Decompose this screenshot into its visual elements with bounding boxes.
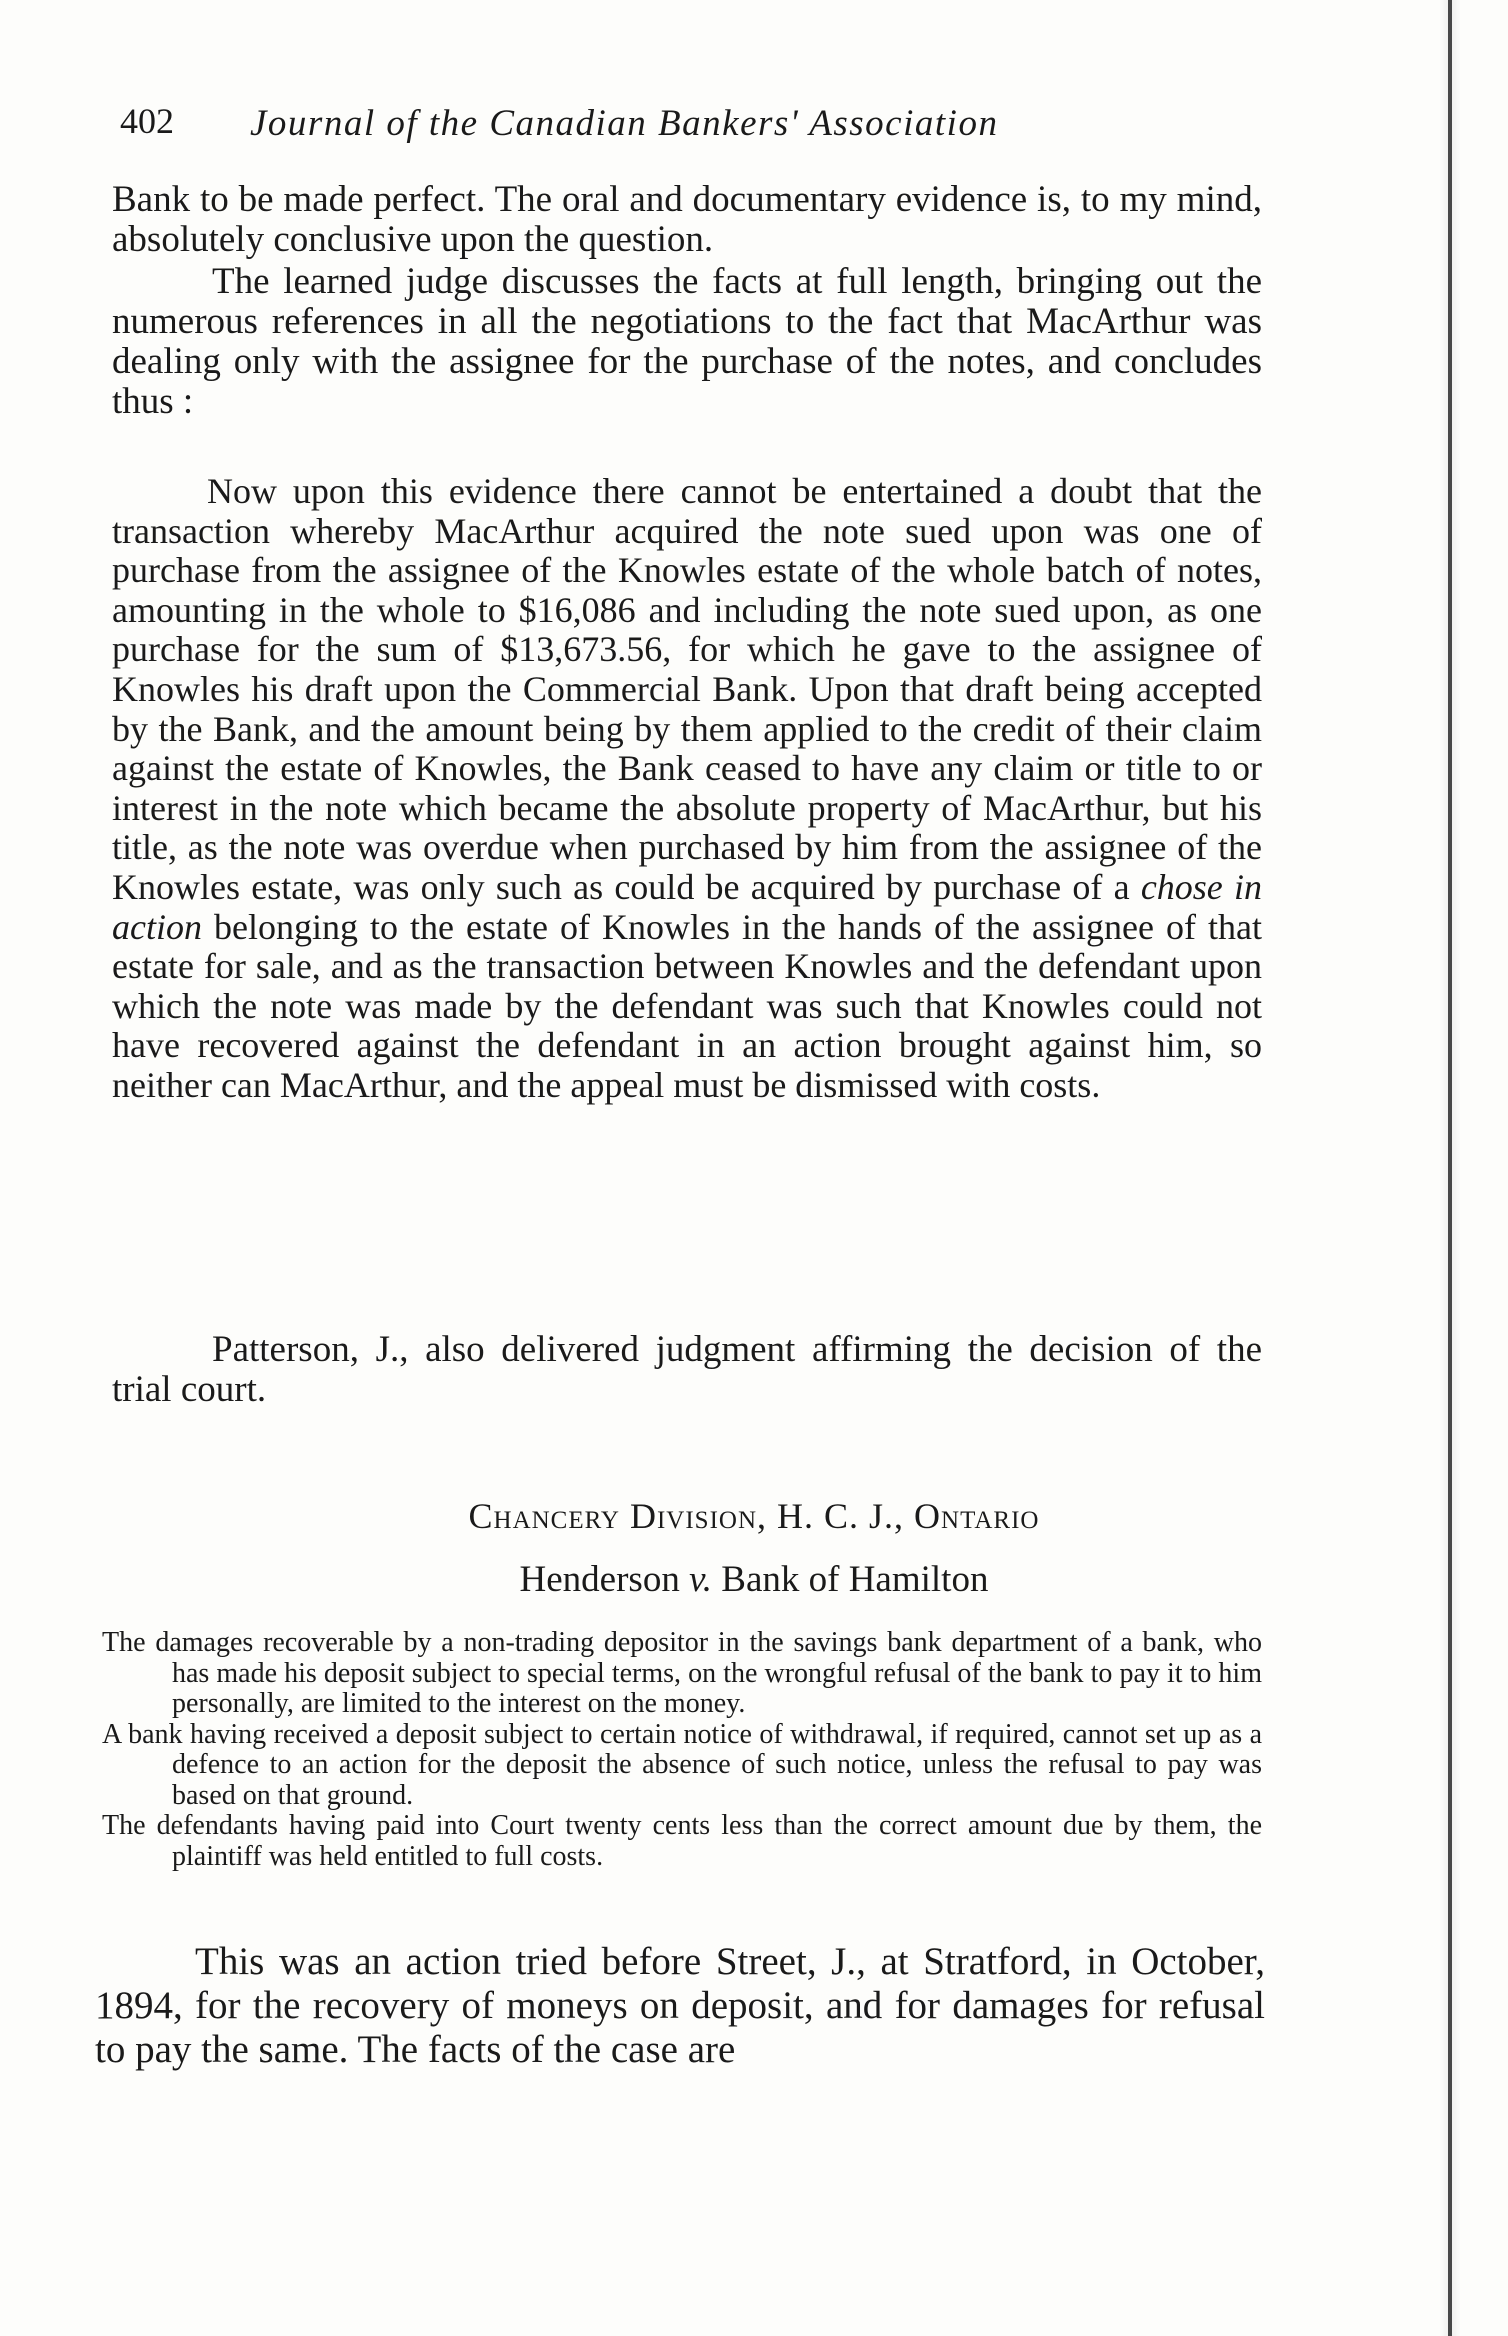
headnotes	[102, 1628, 1262, 1872]
case-name	[0, 1558, 1508, 1601]
versus: v.	[689, 1559, 713, 1600]
paragraph-3: Patterson, J., also delivered judgment affirming the decision of the trial court.	[112, 1329, 1262, 1410]
paragraph-1: Bank to be made perfect. The oral and documentary evidence is, to my mind, absolutely conclusive upon the question.	[112, 179, 1262, 260]
court-province: Ontario	[914, 1496, 1040, 1536]
journal-title: Journal of the Canadian Bankers' Association	[250, 103, 999, 144]
quote-text-start: Now upon this evidence there cannot be entertained a doubt that the transaction whereby MacArthur acquired the note sued upon was one of purchase from the assignee of the Knowles estate of the whole batch of notes, amounting in the whole to $16,086 and including the note sued upon, as one purchase for the sum of $13,673.56, for which he gave to the assignee of Knowles his draft upon the Commercial Bank. Upon that draft being accepted by the Bank, and the amount being by them applied to the credit of their claim against the estate of Knowles, the Bank ceased to have any claim or title to or interest in the note which became the absolute property of MacArthur, but his title, as the note was overdue when purchased by him from the assignee of the Knowles estate, was only such as could be acquired by purchase of a	[112, 471, 1262, 907]
headnote-2: A bank having received a deposit subject to certain notice of withdrawal, if required, cannot set up as a defence to an action for the deposit the absence of such notice, unless the refusal to pay was based on that ground.	[102, 1718, 1262, 1811]
court-heading	[0, 1495, 1508, 1537]
headnote-3: The defendants having paid into Court twenty cents less than the correct amount due by them, the plaintiff was held entitled to full costs.	[102, 1810, 1262, 1872]
paragraph-4: This was an action tried before Street, J., at Stratford, in October, 1894, for the recovery of moneys on deposit, and for damages for refusal to pay the same. The facts of the case are	[95, 1940, 1265, 2071]
binding-edge	[1448, 0, 1452, 2336]
running-head	[120, 100, 1260, 160]
court-abbrev: H. C. J.,	[777, 1496, 905, 1536]
paragraph-2: The learned judge discusses the facts at full length, bringing out the numerous references in all the negotiations to the fact that MacArthur was dealing only with the assignee for the purchase of the notes, and concludes thus :	[112, 261, 1262, 422]
quote-italic-phrase: chose in action	[112, 866, 1263, 947]
headnote-1: The damages recoverable by a non-trading depositor in the savings bank department of a bank, who has made his deposit subject to special terms, on the wrongful refusal of the bank to pay it to him personally, are limited to the interest on the money.	[102, 1627, 1262, 1719]
defendant-name: Bank of Hamilton	[721, 1559, 989, 1600]
plaintiff-name: Henderson	[519, 1559, 680, 1600]
block-quote	[112, 472, 1262, 1106]
quote-text-end: belonging to the estate of Knowles in the hands of the assignee of that estate for sale, and as the transaction between Knowles and the defendant upon which the note was made by the defendant was such that Knowles could not have recovered against the defendant in an action brought against him, so neither can MacArthur, and the appeal must be dismissed with costs.	[112, 906, 1263, 1105]
page-number: 402	[120, 101, 174, 141]
court-division: Chancery Division,	[468, 1496, 768, 1536]
